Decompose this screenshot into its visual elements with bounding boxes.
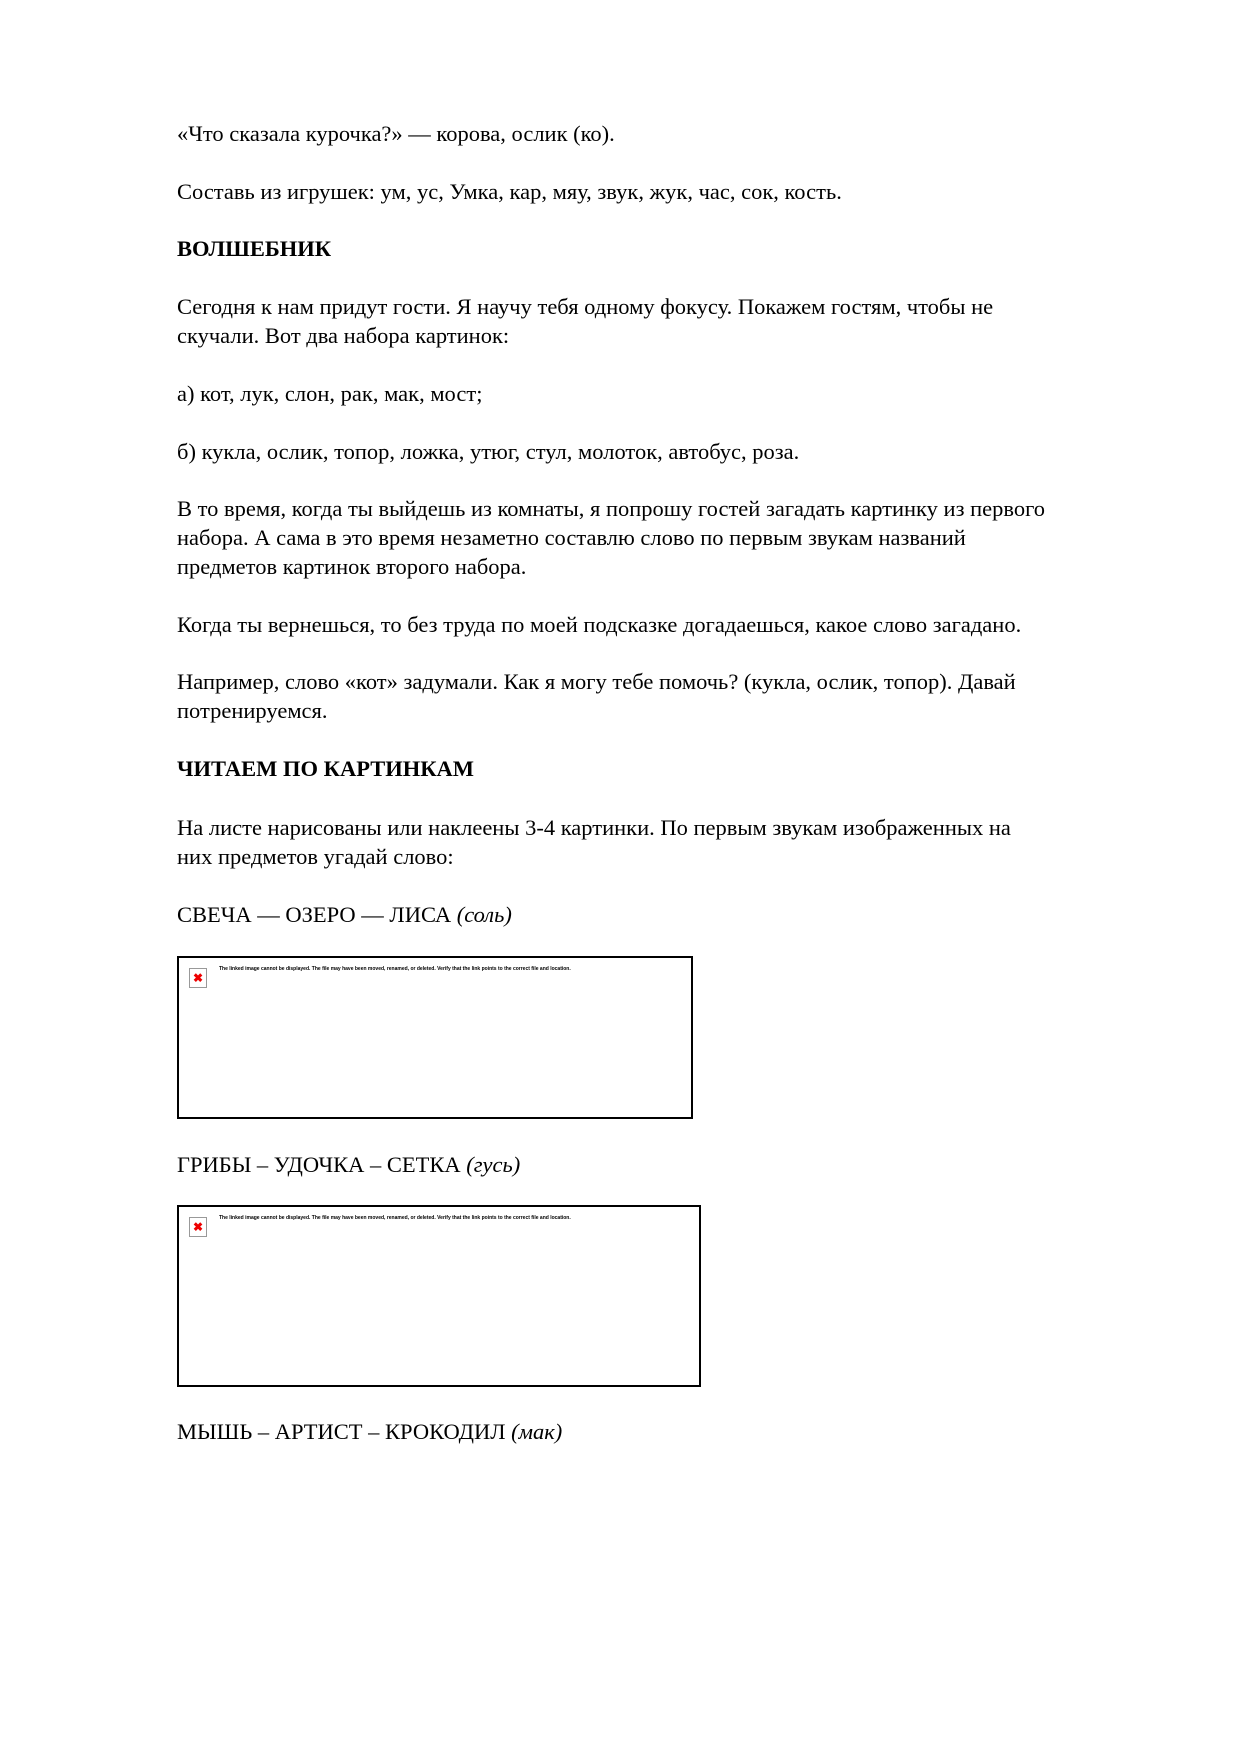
text-line: предметов картинок второго набора. — [177, 554, 527, 579]
paragraph — [177, 667, 1016, 725]
text-line: них предметов угадай слово: — [177, 844, 454, 869]
example-answer: (соль) — [456, 902, 512, 927]
text-line: потренируемся. — [177, 698, 328, 723]
paragraph: Когда ты вернешься, то без труда по моей подсказке догадаешься, какое слово загадано. — [177, 612, 1022, 637]
example-line — [177, 1417, 562, 1446]
text-line: В то время, когда ты выйдешь из комнаты, я попрошу гостей загадать картинку из первого — [177, 496, 1046, 521]
example-answer: (гусь) — [466, 1152, 521, 1177]
example-answer: (мак) — [511, 1419, 563, 1444]
broken-image-message: The linked image cannot be displayed. The file may have been moved, renamed, or deleted. Verify that the link points to the correct file and location. — [219, 1215, 571, 1221]
example-words: МЫШЬ – АРТИСТ – КРОКОДИЛ — [177, 1419, 512, 1444]
broken-image-placeholder — [177, 1205, 701, 1387]
broken-image-icon: ✖ — [189, 1217, 207, 1237]
paragraph — [177, 292, 993, 350]
text-line: На листе нарисованы или наклеены 3-4 картинки. По первым звукам изображенных на — [177, 815, 1011, 840]
paragraph: б) кукла, ослик, топор, ложка, утюг, стул, молоток, автобус, роза. — [177, 439, 800, 464]
paragraph — [177, 813, 1011, 871]
paragraph: а) кот, лук, слон, рак, мак, мост; — [177, 381, 483, 406]
example-line — [177, 900, 512, 929]
broken-image-icon: ✖ — [189, 968, 207, 988]
text-line: Например, слово «кот» задумали. Как я могу тебе помочь? (кукла, ослик, топор). Давай — [177, 669, 1016, 694]
example-line — [177, 1150, 520, 1179]
section-heading: ЧИТАЕМ ПО КАРТИНКАМ — [177, 756, 475, 781]
text-line: набора. А сама в это время незаметно составлю слово по первым звукам названий — [177, 525, 966, 550]
paragraph — [177, 494, 1045, 581]
broken-image-placeholder — [177, 956, 693, 1119]
text-line: скучали. Вот два набора картинок: — [177, 323, 510, 348]
paragraph: Составь из игрушек: ум, ус, Умка, кар, мяу, звук, жук, час, сок, кость. — [177, 179, 842, 204]
paragraph: «Что сказала курочка?» — корова, ослик (ко). — [177, 121, 615, 146]
example-words: ГРИБЫ – УДОЧКА – СЕТКА — [177, 1152, 467, 1177]
section-heading: ВОЛШЕБНИК — [177, 236, 332, 261]
broken-image-message: The linked image cannot be displayed. The file may have been moved, renamed, or deleted. Verify that the link points to the correct file and location. — [219, 966, 571, 972]
text-line: Сегодня к нам придут гости. Я научу тебя одному фокусу. Покажем гостям, чтобы не — [177, 294, 994, 319]
example-words: СВЕЧА — ОЗЕРО — ЛИСА — [177, 902, 457, 927]
